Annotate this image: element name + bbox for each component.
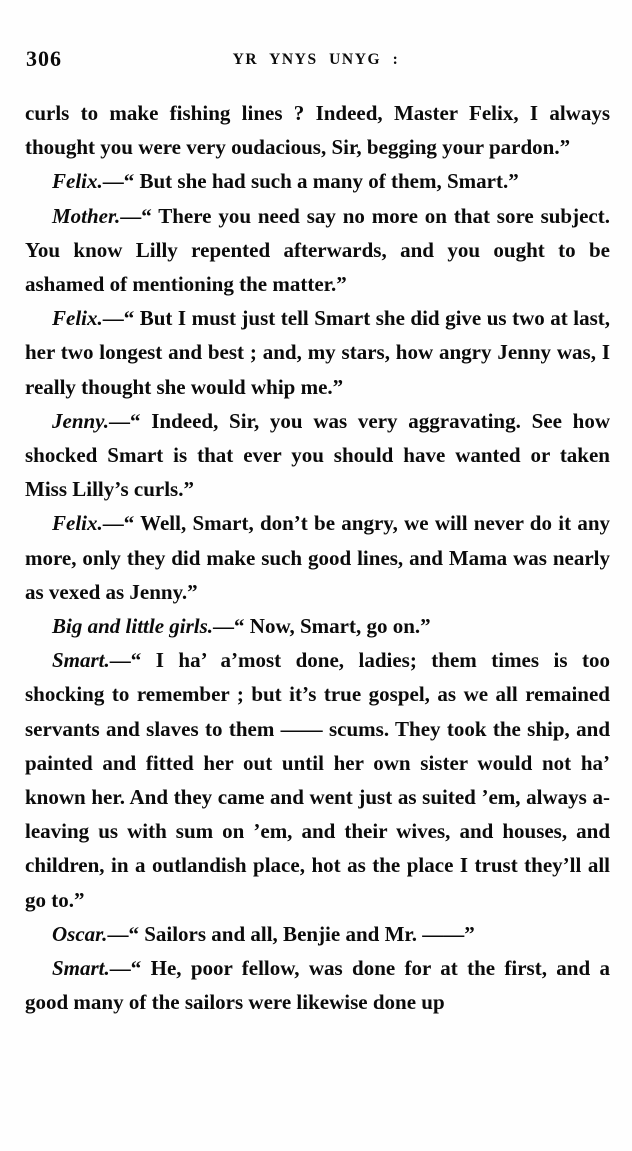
page-number: 306 <box>26 46 62 71</box>
speaker-name: Felix. <box>52 306 103 331</box>
paragraph-text: —“ There you need say no more on that sore subject. You know Lilly repented afterwards, and you ought to be ashamed of mentioning the matter.” <box>25 203 610 297</box>
paragraph-text: —“ But I must just tell Smart she did give us two at last, her two longest and best ; and, my stars, how angry Jenny was, I really thought she would whip me.” <box>25 306 610 399</box>
paragraph-text: curls to make fishing lines ? Indeed, Master Felix, I always thought you were very oudacious, Sir, begging your pardon.” <box>25 101 610 160</box>
speaker-name: Big and little girls. <box>52 614 214 639</box>
running-title: YR YNYS UNYG : <box>232 51 400 68</box>
paragraph <box>25 301 610 404</box>
paragraph <box>25 506 610 609</box>
paragraph-text: —“ Well, Smart, don’t be angry, we will never do it any more, only they did make such good lines, and Mama was nearly as vexed as Jenny.” <box>25 511 610 604</box>
paragraph <box>25 199 610 302</box>
speaker-name: Jenny. <box>52 408 109 433</box>
paragraph <box>25 96 610 164</box>
paragraph-text: —“ But she had such a many of them, Smart.” <box>102 169 519 194</box>
speaker-name: Smart. <box>52 956 110 981</box>
speaker-name: Felix. <box>52 169 103 194</box>
speaker-name: Felix. <box>52 511 103 536</box>
paragraph-text: —“ I ha’ a’most done, ladies; them times is too shocking to remember ; but it’s true gospel, as we all remained servants and slaves to them —— scums. They took the ship, and painted and fitted her out until her own sister would not ha’ known her. And they came and went just as suited ’em, always a-leaving us with sum on ’em, and their wives, and houses, and children, in a outlandish place, hot as the place I trust they’ll all go to.” <box>25 648 610 912</box>
paragraph <box>25 951 610 1019</box>
page-header <box>0 46 632 76</box>
paragraph <box>25 609 610 643</box>
paragraph <box>25 917 610 951</box>
speaker-name: Smart. <box>52 648 110 673</box>
paragraph-text: —“ Indeed, Sir, you was very aggravating. See how shocked Smart is that ever you should have wanted or taken Miss Lilly’s curls.” <box>25 408 610 502</box>
paragraph-text: —“ He, poor fellow, was done for at the first, and a good many of the sailors were likewise done up <box>25 956 610 1015</box>
page-body <box>25 96 610 1019</box>
paragraph-text: —“ Now, Smart, go on.” <box>213 614 431 639</box>
speaker-name: Oscar. <box>52 921 108 946</box>
paragraph <box>25 643 610 917</box>
paragraph-text: —“ Sailors and all, Benjie and Mr. ——” <box>107 921 475 946</box>
paragraph <box>25 404 610 507</box>
speaker-name: Mother. <box>52 203 121 228</box>
paragraph <box>25 164 610 198</box>
